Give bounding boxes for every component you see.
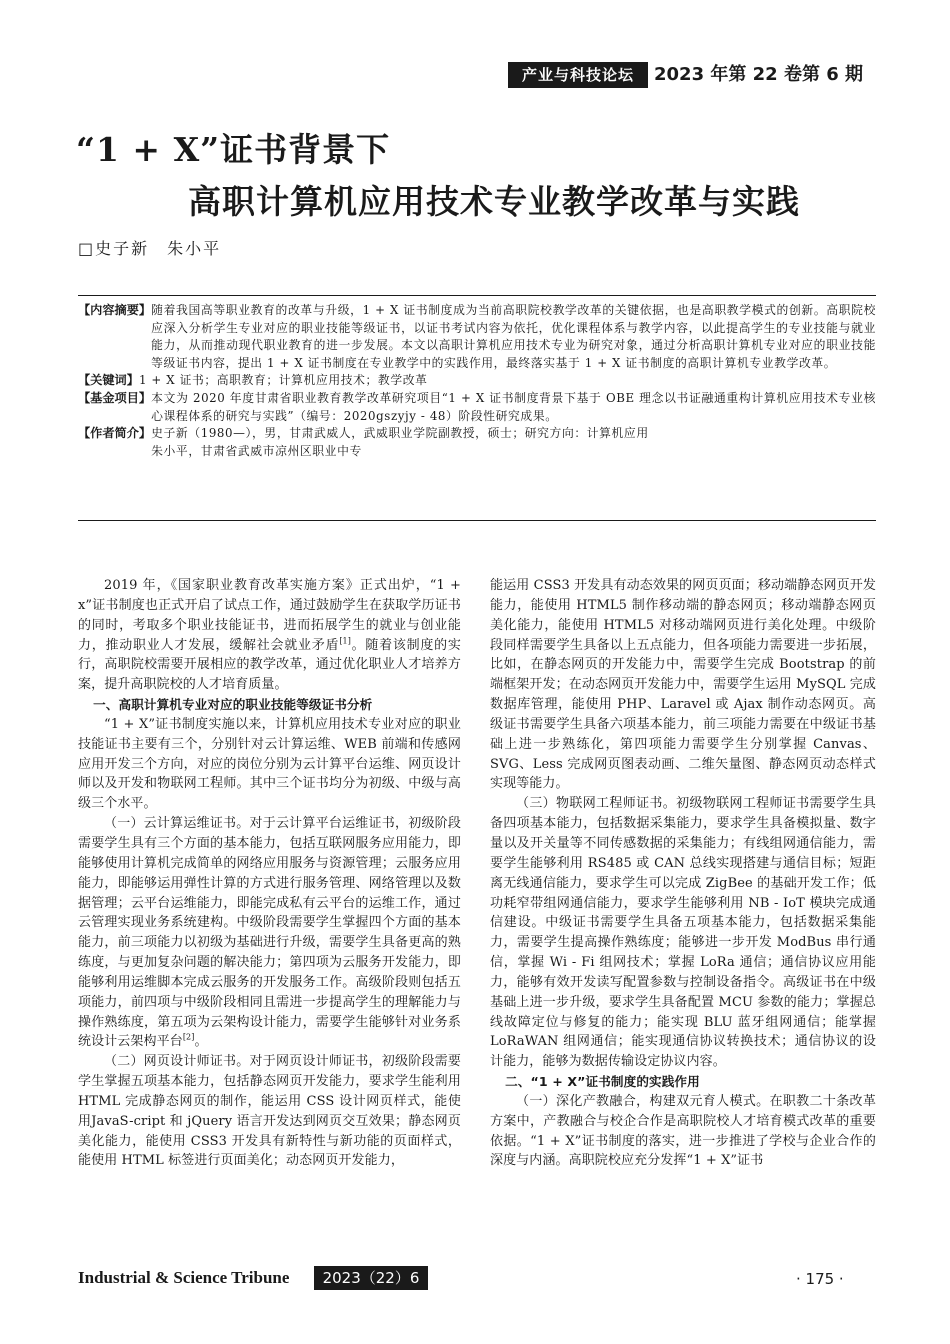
fund-row [78, 390, 876, 425]
title-line-2: 高职计算机应用技术专业教学改革与实践 [188, 182, 800, 221]
footer-issue-box: 2023（22）6 [314, 1266, 428, 1290]
page-number: · 175 · [796, 1270, 844, 1288]
section-heading-2: 二、“1 + X”证书制度的实践作用 [505, 1074, 700, 1090]
paragraph-intro-tail: 。随着该制度的实行，高职院校需要开展相应的教学改革，通过优化职业人才培养方案，提升高职院校的人才培育质量。 [78, 637, 461, 693]
paragraph-cloud-cert-text: （一）云计算运维证书。对于云计算平台运维证书，初级阶段需要学生具有三个方面的基本能力，包括互联网服务应用能力，即能够使用计算机完成简单的网络应用服务与资源管理；云服务应用能力，即能够运用弹性计算的方式进行服务管理、网络管理以及数据管理；云平台运维能力，即能完成私有云平台的运维工作，通过云管理实现业务系统建构。中级阶段需要学生掌握四个方面的基本能力，前三项能力以初级为基础进行升级，需要学生具备更高的熟练度，与更加复杂问题的解决能力；第四项为云服务开发能力，即能够利用运维脚本完成云服务的开发服务工作。高级阶段则包括五项能力，前四项与中级阶段相同且需进一步提高学生的理解能力与操作熟练度，第五项为云架构设计能力，需要学生能够针对业务系统设计云架构平台 [78, 816, 461, 1050]
paragraph-web-cert-continued: 能运用 CSS3 开发具有动态效果的网页页面；移动端静态网页开发能力，能使用 HTML5 制作移动端的静态网页；移动端静态网页美化能力，能使用 HTML5 对移动端网页进行美化处理。中级阶段同样需要学生具备以上五点能力，但各项能力需要进一步拓展，比如，在静态网页的开发能力中，需要学生完成 Bootstrap 的前端框架开发；在动态网页开发能力中，需要学生运用 MySQL 完成数据库管理，能使用 PHP、Laravel 或 Ajax 制作动态网页。高级证书需要学生具备六项基本能力，前三项能力需要在中级证书基础上进一步熟练化，第四项能力需要学生分别掌握 Canvas、SVG、Less 完成网页图表动画、二维矢量图、静态网页动态样式实现等能力。 [490, 578, 876, 792]
author-intro-text [151, 425, 876, 460]
paragraph-iot-cert: （三）物联网工程师证书。初级物联网工程师证书需要学生具备四项基本能力，包括数据采集能力，要求学生具备模拟量、数字量以及开关量等不同传感数据的采集能力；有线组网通信能力，需要学生能够利用 RS485 或 CAN 总线实现搭建与通信目标；短距离无线通信能力，要求学生可以完成 ZigBee 的基础开发工作；低功耗窄带组网通信能力，要求学生能够利用 NB - IoT 模块完成通信建设。中级证书需要学生具备五项基本能力，包括数据采集能力，需要学生提高操作熟练度；能够进一步开发 ModBus 串行通信，掌握 Wi - Fi 组网技术；掌握 LoRa 通信；通信协议应用能力，能够有效开发读写配置参数与控制设备指令。高级证书在中级基础上进一步升级，要求学生具备配置 MCU 参数的能力；掌握总线故障定位与修复的能力；能实现 BLU 蓝牙组网通信；能掌握 LoRaWAN 组网通信；能实现通信协议转换技术；通信协议的设计能力，能够为数据传输设定协议内容。 [490, 796, 876, 1070]
body-column-left [78, 576, 461, 1171]
fund-label: 【基金项目】 [78, 390, 152, 405]
journal-name-badge: 产业与科技论坛 [508, 62, 648, 88]
abstract-block [78, 302, 876, 460]
abstract-label: 【内容摘要】 [78, 303, 152, 317]
divider-top [78, 295, 876, 296]
keywords-row [78, 372, 876, 390]
keywords-text: 1 + X 证书；高职教育；计算机应用技术；教学改革 [138, 373, 428, 388]
citation-1: [1] [339, 636, 351, 646]
paragraph-cert-overview: “1 + X”证书制度实施以来，计算机应用技术专业对应的职业技能证书主要有三个，分别针对云计算运维、WEB 前端和传感网应用开发三个方向，对应的岗位分别为云计算平台运维、网页设计师以及开发和物联网工程师。其中三个证书均分为初级、中级与高级三个水平。 [78, 716, 461, 812]
paragraph-intro-text: 2019 年，《国家职业教育改革实施方案》正式出炉，“1 + x”证书制度也正式开启了试点工作，通过鼓励学生在获取学历证书的同时，考取多个职业技能证书，进而拓展学生的就业与创业能力，推动职业人才发展，缓解社会就业矛盾 [78, 578, 461, 653]
body-column-right [490, 576, 876, 1171]
fund-text: 本文为 2020 年度甘肃省职业教育教学改革研究项目“1 + X 证书制度背景下基于 OBE 理念以书证融通重构计算机应用技术专业核心课程体系的研究与实践”（编号：2020gszyjy - 48）阶段性研究成果。 [151, 390, 876, 423]
paragraph-industry-education: （一）深化产教融合，构建双元育人模式。在职教二十条改革方案中，产教融合与校企合作是高职院校人才培育模式改革的重要依据。“1 + X”证书制度的落实，进一步推进了学校与企业合作的深度与内涵。高职院校应充分发挥“1 + X”证书 [490, 1093, 876, 1169]
footer-journal-name: Industrial & Science Tribune [78, 1268, 290, 1287]
authors: □史子新 朱小平 [78, 239, 222, 258]
author-intro-row [78, 425, 876, 460]
abstract-row [78, 302, 876, 372]
author-info-1: 史子新（1980—），男，甘肃武威人，武威职业学院副教授，硕士；研究方向：计算机应用 [151, 426, 649, 441]
abstract-text: 随着我国高等职业教育的改革与升级，1 + X 证书制度成为当前高职院校教学改革的关键依据，也是高职教学模式的创新。高职院校应深入分析学生专业对应的职业技能等级证书，以证书考试内容为依托，优化课程体系与教学内容，以此提高学生的专业技能与就业能力，从而推动现代职业教育的进一步发展。本文以高职计算机应用技术专业为研究对象，通过分析高职计算机专业对应的职业技能等级证书内容，提出 1 + X 证书制度在专业教学中的实践作用，最终落实基于 1 + X 证书制度的高职计算机专业教学改革。 [151, 303, 876, 370]
author-intro-label: 【作者简介】 [78, 426, 152, 441]
keywords-label: 【关键词】 [78, 373, 139, 388]
issue-info: 2023 年第 22 卷第 6 期 [654, 64, 864, 85]
paragraph-cloud-cert-tail: 。 [194, 1034, 208, 1050]
paragraph-cloud-cert [78, 814, 461, 1052]
title-line-1: “1 + X”证书背景下 [76, 130, 391, 169]
citation-2: [2] [182, 1033, 195, 1043]
divider-bottom [78, 520, 876, 521]
author-info-2: 朱小平，甘肃省武威市凉州区职业中专 [151, 443, 362, 458]
section-heading-1: 一、高职计算机专业对应的职业技能等级证书分析 [93, 697, 373, 713]
paragraph-intro [78, 576, 461, 695]
paragraph-web-cert: （二）网页设计师证书。对于网页设计师证书，初级阶段需要学生掌握五项基本能力，包括静态网页开发能力，要求学生能利用 HTML 完成静态网页的制作，能运用 CSS 设计网页样式，能使用JavaS-cript 和 jQuery 语言开发达到网页交互效果；静态网页美化能力，能使用 CSS3 开发具有新特性与新功能的页面样式，能使用 HTML 标签进行页面美化；动态网页开发能力， [78, 1054, 461, 1169]
